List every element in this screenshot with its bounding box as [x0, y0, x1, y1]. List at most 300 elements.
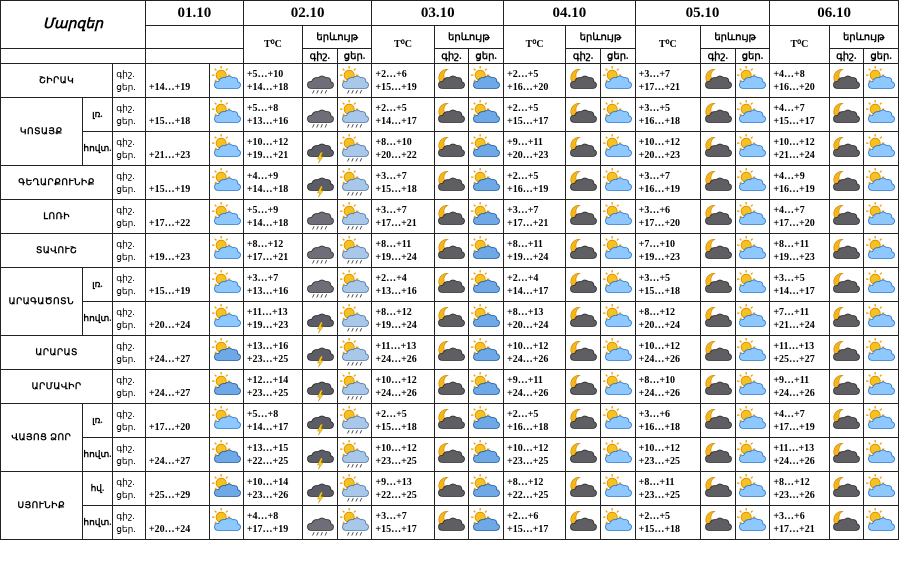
night-day-labels: գիշ. ցեր.: [113, 234, 146, 268]
day-weather-icon: [864, 268, 899, 302]
day-weather-icon: [600, 268, 635, 302]
day-weather-icon: [864, 302, 899, 336]
night-weather-icon: [434, 200, 469, 234]
night-weather-icon: [829, 336, 864, 370]
day-weather-icon: [864, 166, 899, 200]
temperature-cell: +17…+22: [145, 200, 209, 234]
night-weather-icon: [434, 336, 469, 370]
night-weather-icon: [303, 336, 338, 370]
temperature-cell: +2…+6 +15…+17: [504, 506, 566, 540]
weather-label: երևույթ: [700, 26, 769, 49]
date-header: 03.10: [372, 1, 504, 26]
temperature-cell: +10…+12 +24…+26: [372, 370, 434, 404]
day-weather-icon: [600, 64, 635, 98]
night-label: գիշ.: [829, 49, 864, 64]
night-day-labels: գիշ. ցեր.: [113, 98, 146, 132]
night-weather-icon: [434, 234, 469, 268]
weather-label: երևույթ: [303, 26, 372, 49]
weather-icon: [210, 370, 244, 404]
subregion-name: լռ.: [82, 404, 113, 438]
night-weather-icon: [434, 98, 469, 132]
night-weather-icon: [434, 64, 469, 98]
temperature-cell: +2…+5 +16…+19: [504, 166, 566, 200]
region-name: ԱՐԱՐԱՏ: [1, 336, 113, 370]
temperature-cell: +3…+6 +17…+21: [770, 506, 829, 540]
temperature-cell: +15…+18: [145, 98, 209, 132]
night-weather-icon: [303, 234, 338, 268]
day-weather-icon: [469, 370, 504, 404]
night-weather-icon: [566, 98, 601, 132]
night-weather-icon: [566, 132, 601, 166]
night-weather-icon: [434, 132, 469, 166]
temperature-cell: +24…+27: [145, 336, 209, 370]
temperature-label: T⁰C: [635, 26, 700, 64]
night-weather-icon: [566, 472, 601, 506]
day-weather-icon: [469, 200, 504, 234]
weather-icon: [210, 64, 244, 98]
night-day-labels: գիշ. ցեր.: [113, 268, 146, 302]
temperature-cell: +15…+19: [145, 166, 209, 200]
night-weather-icon: [303, 166, 338, 200]
night-day-labels: գիշ. ցեր.: [113, 166, 146, 200]
day-weather-icon: [735, 302, 770, 336]
temperature-cell: +8…+10 +20…+22: [372, 132, 434, 166]
night-weather-icon: [434, 438, 469, 472]
night-label: գիշ.: [566, 49, 601, 64]
subregion-name: հովտ.: [82, 302, 113, 336]
night-weather-icon: [303, 268, 338, 302]
day-weather-icon: [337, 506, 372, 540]
day-weather-icon: [735, 336, 770, 370]
temperature-cell: +2…+5 +15…+18: [372, 404, 434, 438]
night-label: գիշ.: [434, 49, 469, 64]
night-label: գիշ.: [700, 49, 735, 64]
temperature-cell: +8…+13 +20…+24: [504, 302, 566, 336]
day-weather-icon: [735, 268, 770, 302]
day-weather-icon: [469, 64, 504, 98]
night-weather-icon: [700, 370, 735, 404]
night-weather-icon: [829, 268, 864, 302]
subregion-name: լռ.: [82, 98, 113, 132]
day-weather-icon: [337, 336, 372, 370]
night-weather-icon: [829, 132, 864, 166]
temperature-cell: +8…+11 +19…+24: [504, 234, 566, 268]
night-day-labels: գիշ. ցեր.: [113, 404, 146, 438]
night-weather-icon: [566, 506, 601, 540]
temperature-cell: +8…+12 +22…+25: [504, 472, 566, 506]
day-weather-icon: [600, 336, 635, 370]
temperature-cell: +10…+12 +20…+23: [635, 132, 700, 166]
temperature-cell: +11…+13 +19…+23: [243, 302, 302, 336]
day-weather-icon: [600, 200, 635, 234]
day-weather-icon: [864, 370, 899, 404]
night-weather-icon: [700, 268, 735, 302]
night-weather-icon: [566, 438, 601, 472]
date-header: 01.10: [145, 1, 243, 26]
date-header: 04.10: [504, 1, 636, 26]
temperature-cell: +8…+10 +24…+26: [635, 370, 700, 404]
temperature-cell: +3…+6 +17…+20: [635, 200, 700, 234]
night-weather-icon: [700, 200, 735, 234]
temperature-cell: +9…+13 +22…+25: [372, 472, 434, 506]
day-weather-icon: [337, 268, 372, 302]
day-weather-icon: [469, 98, 504, 132]
day-weather-icon: [600, 506, 635, 540]
day-weather-icon: [735, 370, 770, 404]
temperature-cell: +4…+9 +16…+19: [770, 166, 829, 200]
temperature-cell: +8…+12 +17…+21: [243, 234, 302, 268]
day-weather-icon: [864, 234, 899, 268]
temperature-cell: +13…+15 +22…+25: [243, 438, 302, 472]
subregion-name: հովտ.: [82, 438, 113, 472]
night-weather-icon: [566, 370, 601, 404]
day-weather-icon: [337, 438, 372, 472]
temperature-cell: +2…+5 +16…+18: [504, 404, 566, 438]
temperature-cell: +3…+7 +15…+18: [372, 166, 434, 200]
night-weather-icon: [700, 166, 735, 200]
day-weather-icon: [735, 506, 770, 540]
day-weather-icon: [337, 234, 372, 268]
night-weather-icon: [303, 132, 338, 166]
region-name: ԱՐՄԱՎԻՐ: [1, 370, 113, 404]
weather-icon: [210, 506, 244, 540]
night-day-labels: գիշ. ցեր.: [113, 506, 146, 540]
night-weather-icon: [566, 302, 601, 336]
day-label: ցեր.: [735, 49, 770, 64]
date-header: 06.10: [770, 1, 899, 26]
temperature-cell: +8…+12 +20…+24: [635, 302, 700, 336]
temperature-cell: +5…+8 +14…+17: [243, 404, 302, 438]
temperature-cell: +10…+12 +24…+26: [504, 336, 566, 370]
day-label: ցեր.: [864, 49, 899, 64]
temperature-cell: +10…+14 +23…+26: [243, 472, 302, 506]
day-weather-icon: [600, 166, 635, 200]
weather-label: երևույթ: [434, 26, 503, 49]
temperature-cell: +3…+7 +17…+21: [504, 200, 566, 234]
night-weather-icon: [829, 404, 864, 438]
night-weather-icon: [303, 472, 338, 506]
weather-icon: [210, 472, 244, 506]
weather-label: երևույթ: [829, 26, 899, 49]
weather-icon: [210, 166, 244, 200]
region-name: ՇԻՐԱԿ: [1, 64, 113, 98]
day-weather-icon: [469, 302, 504, 336]
temperature-cell: +2…+5 +15…+18: [635, 506, 700, 540]
temperature-cell: +7…+10 +19…+23: [635, 234, 700, 268]
day-weather-icon: [735, 438, 770, 472]
day-weather-icon: [469, 336, 504, 370]
temperature-cell: +10…+12 +23…+25: [504, 438, 566, 472]
day-weather-icon: [469, 268, 504, 302]
temperature-cell: +10…+12 +23…+25: [635, 438, 700, 472]
night-day-labels: գիշ. ցեր.: [113, 438, 146, 472]
region-name: ԳԵՂԱՐՔՈՒՆԻՔ: [1, 166, 113, 200]
day-weather-icon: [337, 132, 372, 166]
weather-icon: [210, 132, 244, 166]
day-weather-icon: [337, 98, 372, 132]
night-day-labels: գիշ. ցեր.: [113, 472, 146, 506]
day-weather-icon: [735, 98, 770, 132]
temperature-cell: +10…+12 +24…+26: [635, 336, 700, 370]
day-weather-icon: [469, 506, 504, 540]
night-weather-icon: [829, 98, 864, 132]
day-weather-icon: [864, 200, 899, 234]
temperature-cell: +8…+11 +19…+23: [770, 234, 829, 268]
temperature-label: T⁰C: [243, 26, 302, 64]
temperature-cell: +4…+7 +15…+17: [770, 98, 829, 132]
temperature-cell: +9…+11 +24…+26: [504, 370, 566, 404]
temperature-cell: +11…+13 +24…+26: [372, 336, 434, 370]
day-weather-icon: [600, 472, 635, 506]
night-day-labels: գիշ. ցեր.: [113, 336, 146, 370]
temperature-label: T⁰C: [504, 26, 566, 64]
night-weather-icon: [829, 472, 864, 506]
region-name: ԿՈՏԱՅՔ: [1, 98, 83, 166]
day-label: ցեր.: [469, 49, 504, 64]
night-day-labels: գիշ. ցեր.: [113, 302, 146, 336]
night-weather-icon: [566, 200, 601, 234]
subheader-blank: [145, 49, 243, 64]
night-weather-icon: [829, 370, 864, 404]
day-weather-icon: [864, 132, 899, 166]
subheader-blank: [1, 49, 146, 64]
temperature-cell: +3…+7 +13…+16: [243, 268, 302, 302]
temperature-cell: +15…+19: [145, 268, 209, 302]
night-weather-icon: [303, 438, 338, 472]
day-weather-icon: [735, 404, 770, 438]
day-weather-icon: [600, 234, 635, 268]
night-weather-icon: [566, 234, 601, 268]
temperature-cell: +3…+5 +14…+17: [770, 268, 829, 302]
temperature-cell: +8…+12 +19…+24: [372, 302, 434, 336]
night-day-labels: գիշ. ցեր.: [113, 132, 146, 166]
subregion-name: հվ.: [82, 472, 113, 506]
day-label: ցեր.: [337, 49, 372, 64]
weather-icon: [210, 268, 244, 302]
date-header: 02.10: [243, 1, 372, 26]
weather-icon: [210, 98, 244, 132]
day-weather-icon: [337, 472, 372, 506]
day-weather-icon: [600, 404, 635, 438]
night-weather-icon: [434, 302, 469, 336]
temperature-cell: +3…+7 +17…+21: [372, 200, 434, 234]
night-weather-icon: [700, 302, 735, 336]
day-weather-icon: [337, 166, 372, 200]
temperature-label: T⁰C: [372, 26, 434, 64]
day-weather-icon: [337, 404, 372, 438]
night-weather-icon: [303, 98, 338, 132]
day-weather-icon: [469, 234, 504, 268]
temperature-cell: +3…+6 +16…+18: [635, 404, 700, 438]
temperature-cell: +2…+4 +13…+16: [372, 268, 434, 302]
temperature-cell: +3…+7 +17…+21: [635, 64, 700, 98]
weather-icon: [210, 336, 244, 370]
day-label: ցեր.: [600, 49, 635, 64]
night-weather-icon: [434, 166, 469, 200]
night-weather-icon: [700, 438, 735, 472]
night-weather-icon: [700, 472, 735, 506]
temperature-cell: +11…+13 +24…+26: [770, 438, 829, 472]
day-weather-icon: [600, 132, 635, 166]
night-weather-icon: [566, 64, 601, 98]
night-weather-icon: [566, 166, 601, 200]
night-weather-icon: [434, 370, 469, 404]
temperature-cell: +24…+27: [145, 370, 209, 404]
night-weather-icon: [700, 98, 735, 132]
night-weather-icon: [434, 404, 469, 438]
temperature-cell: +2…+5 +16…+20: [504, 64, 566, 98]
night-weather-icon: [829, 200, 864, 234]
temperature-cell: +4…+9 +14…+18: [243, 166, 302, 200]
temperature-cell: +11…+13 +25…+27: [770, 336, 829, 370]
temperature-cell: +12…+14 +23…+25: [243, 370, 302, 404]
night-day-labels: գիշ. ցեր.: [113, 64, 146, 98]
night-day-labels: գիշ. ցեր.: [113, 370, 146, 404]
day-weather-icon: [735, 132, 770, 166]
weather-icon: [210, 302, 244, 336]
temperature-cell: +5…+10 +14…+18: [243, 64, 302, 98]
day-weather-icon: [864, 336, 899, 370]
day-weather-icon: [864, 472, 899, 506]
temperature-cell: +20…+24: [145, 506, 209, 540]
night-label: գիշ.: [303, 49, 338, 64]
temperature-cell: +19…+23: [145, 234, 209, 268]
weather-icon: [210, 234, 244, 268]
temperature-cell: +8…+11 +19…+24: [372, 234, 434, 268]
temperature-cell: +10…+12 +19…+21: [243, 132, 302, 166]
temperature-cell: +4…+7 +17…+19: [770, 404, 829, 438]
night-weather-icon: [303, 302, 338, 336]
day-weather-icon: [600, 370, 635, 404]
day-weather-icon: [600, 438, 635, 472]
night-weather-icon: [566, 404, 601, 438]
day-weather-icon: [735, 166, 770, 200]
night-weather-icon: [434, 506, 469, 540]
temperature-cell: +3…+7 +16…+19: [635, 166, 700, 200]
night-weather-icon: [700, 336, 735, 370]
day-weather-icon: [337, 64, 372, 98]
night-weather-icon: [303, 64, 338, 98]
temperature-cell: +5…+9 +14…+18: [243, 200, 302, 234]
night-weather-icon: [700, 132, 735, 166]
night-weather-icon: [566, 336, 601, 370]
day-weather-icon: [337, 200, 372, 234]
temperature-cell: +10…+12 +23…+25: [372, 438, 434, 472]
weather-icon: [210, 404, 244, 438]
day-weather-icon: [600, 302, 635, 336]
night-weather-icon: [829, 302, 864, 336]
night-weather-icon: [829, 438, 864, 472]
day-weather-icon: [864, 98, 899, 132]
night-weather-icon: [434, 472, 469, 506]
day-weather-icon: [337, 370, 372, 404]
day-weather-icon: [864, 438, 899, 472]
temperature-cell: +9…+11 +24…+26: [770, 370, 829, 404]
temperature-cell: +20…+24: [145, 302, 209, 336]
temperature-cell: +13…+16 +23…+25: [243, 336, 302, 370]
day-weather-icon: [735, 200, 770, 234]
temperature-cell: +4…+8 +16…+20: [770, 64, 829, 98]
temperature-cell: +4…+7 +17…+20: [770, 200, 829, 234]
day-weather-icon: [735, 472, 770, 506]
night-weather-icon: [829, 166, 864, 200]
day-weather-icon: [337, 302, 372, 336]
night-weather-icon: [700, 404, 735, 438]
day-weather-icon: [864, 404, 899, 438]
region-name: ՍՅՈՒՆԻՔ: [1, 472, 83, 540]
temperature-cell: +2…+5 +15…+17: [504, 98, 566, 132]
day-weather-icon: [600, 98, 635, 132]
temperature-cell: +5…+8 +13…+16: [243, 98, 302, 132]
day-weather-icon: [864, 64, 899, 98]
regions-header: Մարզեր: [1, 1, 146, 49]
temperature-cell: +8…+12 +23…+26: [770, 472, 829, 506]
subregion-name: հովտ.: [82, 506, 113, 540]
day-weather-icon: [735, 64, 770, 98]
night-weather-icon: [829, 64, 864, 98]
temperature-cell: +2…+6 +15…+19: [372, 64, 434, 98]
temperature-label: T⁰C: [770, 26, 829, 64]
night-weather-icon: [303, 370, 338, 404]
night-weather-icon: [303, 506, 338, 540]
date-subheader-blank: [145, 26, 243, 49]
region-name: ՏԱՎՈՒՇ: [1, 234, 113, 268]
night-weather-icon: [303, 404, 338, 438]
weather-icon: [210, 200, 244, 234]
night-weather-icon: [700, 64, 735, 98]
temperature-cell: +9…+11 +20…+23: [504, 132, 566, 166]
temperature-cell: +10…+12 +21…+24: [770, 132, 829, 166]
temperature-cell: +7…+11 +21…+24: [770, 302, 829, 336]
region-name: ՎԱՅՈՑ ՁՈՐ: [1, 404, 83, 472]
day-weather-icon: [469, 472, 504, 506]
weather-icon: [210, 438, 244, 472]
temperature-cell: +2…+5 +14…+17: [372, 98, 434, 132]
temperature-cell: +14…+19: [145, 64, 209, 98]
temperature-cell: +8…+11 +23…+25: [635, 472, 700, 506]
region-name: ԼՈՌԻ: [1, 200, 113, 234]
temperature-cell: +24…+27: [145, 438, 209, 472]
day-weather-icon: [735, 234, 770, 268]
weather-label: երևույթ: [566, 26, 635, 49]
subregion-name: հովտ.: [82, 132, 113, 166]
night-weather-icon: [829, 506, 864, 540]
night-day-labels: գիշ. ցեր.: [113, 200, 146, 234]
day-weather-icon: [864, 506, 899, 540]
day-weather-icon: [469, 404, 504, 438]
night-weather-icon: [566, 268, 601, 302]
temperature-cell: +21…+23: [145, 132, 209, 166]
temperature-cell: +3…+5 +15…+18: [635, 268, 700, 302]
night-weather-icon: [700, 506, 735, 540]
temperature-cell: +17…+20: [145, 404, 209, 438]
temperature-cell: +2…+4 +14…+17: [504, 268, 566, 302]
day-weather-icon: [469, 166, 504, 200]
subregion-name: լռ.: [82, 268, 113, 302]
day-weather-icon: [469, 438, 504, 472]
temperature-cell: +3…+7 +15…+17: [372, 506, 434, 540]
night-weather-icon: [434, 268, 469, 302]
temperature-cell: +3…+5 +16…+18: [635, 98, 700, 132]
region-name: ԱՐԱԳԱԾՈՏՆ: [1, 268, 83, 336]
night-weather-icon: [829, 234, 864, 268]
night-weather-icon: [700, 234, 735, 268]
date-header: 05.10: [635, 1, 770, 26]
temperature-cell: +4…+8 +17…+19: [243, 506, 302, 540]
day-weather-icon: [469, 132, 504, 166]
temperature-cell: +25…+29: [145, 472, 209, 506]
night-weather-icon: [303, 200, 338, 234]
